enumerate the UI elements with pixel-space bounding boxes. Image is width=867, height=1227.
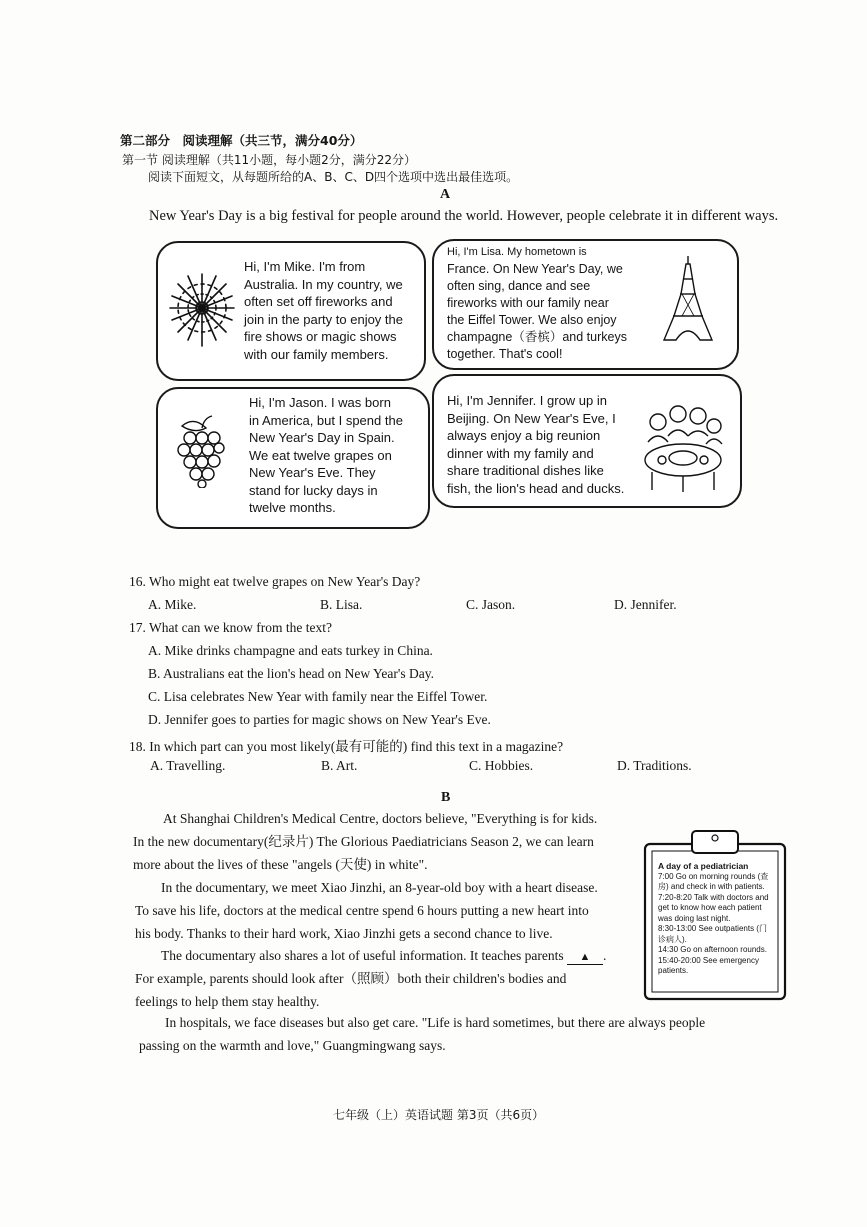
bubble-line: the Eiffel Tower. We also enjoy: [447, 313, 617, 327]
question-16-stem: 16. Who might eat twelve grapes on New Year's Day?: [129, 574, 421, 589]
bubble-line: champagne（香槟）and turkeys: [447, 330, 627, 344]
schedule-line: 8:30-13:00 See outpatients (门: [658, 924, 767, 933]
bubble-line: fish, the lion's head and ducks.: [447, 480, 625, 496]
bubble-line: New Year's Eve. They: [249, 465, 376, 480]
fireworks-icon: [166, 268, 238, 352]
bubble-line: fireworks with our family near: [447, 296, 609, 310]
bubble-line: often set off fireworks and: [244, 294, 393, 309]
passage-b-para-4: [139, 1012, 705, 1058]
schedule-line: patients.: [658, 966, 689, 975]
bubble-mike-text: [244, 258, 403, 363]
question-17-option-d[interactable]: D. Jennifer goes to parties for magic shows on New Year's Eve.: [148, 712, 491, 727]
text-line: At Shanghai Children's Medical Centre, doctors believe, "Everything is for kids.: [163, 811, 598, 826]
question-16-option-d[interactable]: D. Jennifer.: [614, 597, 677, 612]
grapes-icon: [172, 414, 230, 488]
question-16-option-a[interactable]: A. Mike.: [148, 597, 197, 612]
question-16-option-b[interactable]: B. Lisa.: [320, 597, 363, 612]
bubble-line: fire shows or magic shows: [244, 329, 397, 344]
schedule-line: get to know how each patient: [658, 903, 762, 912]
page-footer: 七年级（上）英语试题 第3页（共6页）: [333, 1108, 545, 1122]
part-heading: 第二部分 阅读理解（共三节，满分40分）: [120, 133, 363, 148]
bubble-line: Hi, I'm Mike. I'm from: [244, 259, 366, 274]
bubble-lisa-text: [447, 244, 627, 363]
schedule-line: 15:40-20:00 See emergency: [658, 955, 759, 965]
bubble-line: Hi, I'm Lisa. My hometown is: [447, 246, 587, 258]
bubble-line: Hi, I'm Jennifer. I grow up in: [447, 393, 607, 408]
text-line: In the new documentary(纪录片) The Glorious Paediatricians Season 2, we can learn: [133, 833, 594, 849]
schedule-line: 14:30 Go on afternoon rounds.: [658, 945, 767, 954]
schedule-line: was doing last night.: [658, 913, 731, 923]
schedule-line: 房) and check in with patients.: [658, 882, 765, 891]
question-17-option-b[interactable]: B. Australians eat the lion's head on New Year's Day.: [148, 666, 434, 681]
bubble-jason-text: [249, 394, 403, 517]
bubble-line: New Year's Day in Spain.: [249, 430, 395, 445]
bubble-line: together. That's cool!: [447, 347, 563, 361]
passage-b-para-1: [133, 808, 597, 876]
bubble-line: join in the party to enjoy the: [244, 311, 403, 327]
bubble-line: stand for lucky days in: [249, 482, 378, 498]
bubble-line: dinner with my family and: [447, 445, 594, 461]
bubble-line: in America, but I spend the: [249, 412, 403, 428]
text-line: more about the lives of these "angels (天使) in white".: [133, 856, 428, 872]
passage-a-label: A: [440, 187, 451, 202]
bubble-line: Beijing. On New Year's Eve, I: [447, 410, 616, 426]
question-17-option-a[interactable]: A. Mike drinks champagne and eats turkey in China.: [148, 643, 433, 658]
family-dinner-icon: [640, 402, 726, 494]
instruction: 阅读下面短文，从每题所给的A、B、C、D四个选项中选出最佳选项。: [148, 170, 519, 184]
bubble-line: always enjoy a big reunion: [447, 428, 601, 443]
question-17-stem: 17. What can we know from the text?: [129, 620, 332, 635]
bubble-jennifer-text: [447, 392, 624, 497]
bubble-line: France. On New Year's Day, we: [447, 262, 623, 276]
schedule-line: 7:20-8:20 Talk with doctors and: [658, 892, 769, 902]
bubble-line: with our family members.: [244, 346, 389, 362]
bubble-line: Hi, I'm Jason. I was born: [249, 395, 391, 410]
question-18-option-b[interactable]: B. Art.: [321, 758, 358, 773]
passage-b-para-2: [135, 877, 598, 945]
question-18-option-a[interactable]: A. Travelling.: [150, 758, 226, 773]
section-heading: 第一节 阅读理解（共11小题，每小题2分，满分22分）: [122, 153, 416, 167]
text-line: feelings to help them stay healthy.: [135, 993, 320, 1009]
bubble-line: We eat twelve grapes on: [249, 447, 392, 463]
bubble-line: often sing, dance and see: [447, 279, 591, 293]
bubble-line: Australia. In my country, we: [244, 276, 403, 292]
answer-blank[interactable]: ▲: [567, 950, 603, 965]
text-line: In hospitals, we face diseases but also get care. "Life is hard sometimes, but there are always people: [165, 1015, 706, 1030]
text-line: For example, parents should look after（照顾）both their children's bodies and: [135, 970, 567, 986]
passage-b-label: B: [441, 790, 451, 805]
clipboard-schedule: [658, 861, 769, 977]
text-line: To save his life, doctors at the medical centre spend 6 hours putting a new heart into: [135, 902, 589, 918]
text-line: The documentary also shares a lot of useful information. It teaches parents ▲ .: [161, 948, 607, 963]
question-18-stem: 18. In which part can you most likely(最有可能的) find this text in a magazine?: [129, 739, 564, 754]
text-line: In the documentary, we meet Xiao Jinzhi, an 8-year-old boy with a heart disease.: [161, 880, 598, 895]
question-17-option-c[interactable]: C. Lisa celebrates New Year with family near the Eiffel Tower.: [148, 689, 488, 704]
question-16-option-c[interactable]: C. Jason.: [466, 597, 516, 612]
eiffel-tower-icon: [662, 254, 714, 342]
passage-b-para-3: [135, 945, 606, 1013]
passage-a-intro: New Year's Day is a big festival for people around the world. However, people celebrate it in different ways.: [149, 208, 779, 224]
clipboard-title: A day of a pediatrician: [658, 861, 749, 871]
bubble-line: twelve months.: [249, 500, 336, 515]
text-line: passing on the warmth and love," Guangmingwang says.: [139, 1037, 446, 1053]
question-18-option-d[interactable]: D. Traditions.: [617, 758, 692, 773]
schedule-line: 诊病人).: [658, 934, 687, 944]
text-line: his body. Thanks to their hard work, Xiao Jinzhi gets a second chance to live.: [135, 925, 553, 941]
bubble-line: share traditional dishes like: [447, 463, 604, 478]
question-18-option-c[interactable]: C. Hobbies.: [469, 758, 534, 773]
schedule-line: 7:00 Go on morning rounds (查: [658, 871, 769, 881]
text-line-start: The documentary also shares a lot of useful information. It teaches parents: [161, 948, 564, 963]
